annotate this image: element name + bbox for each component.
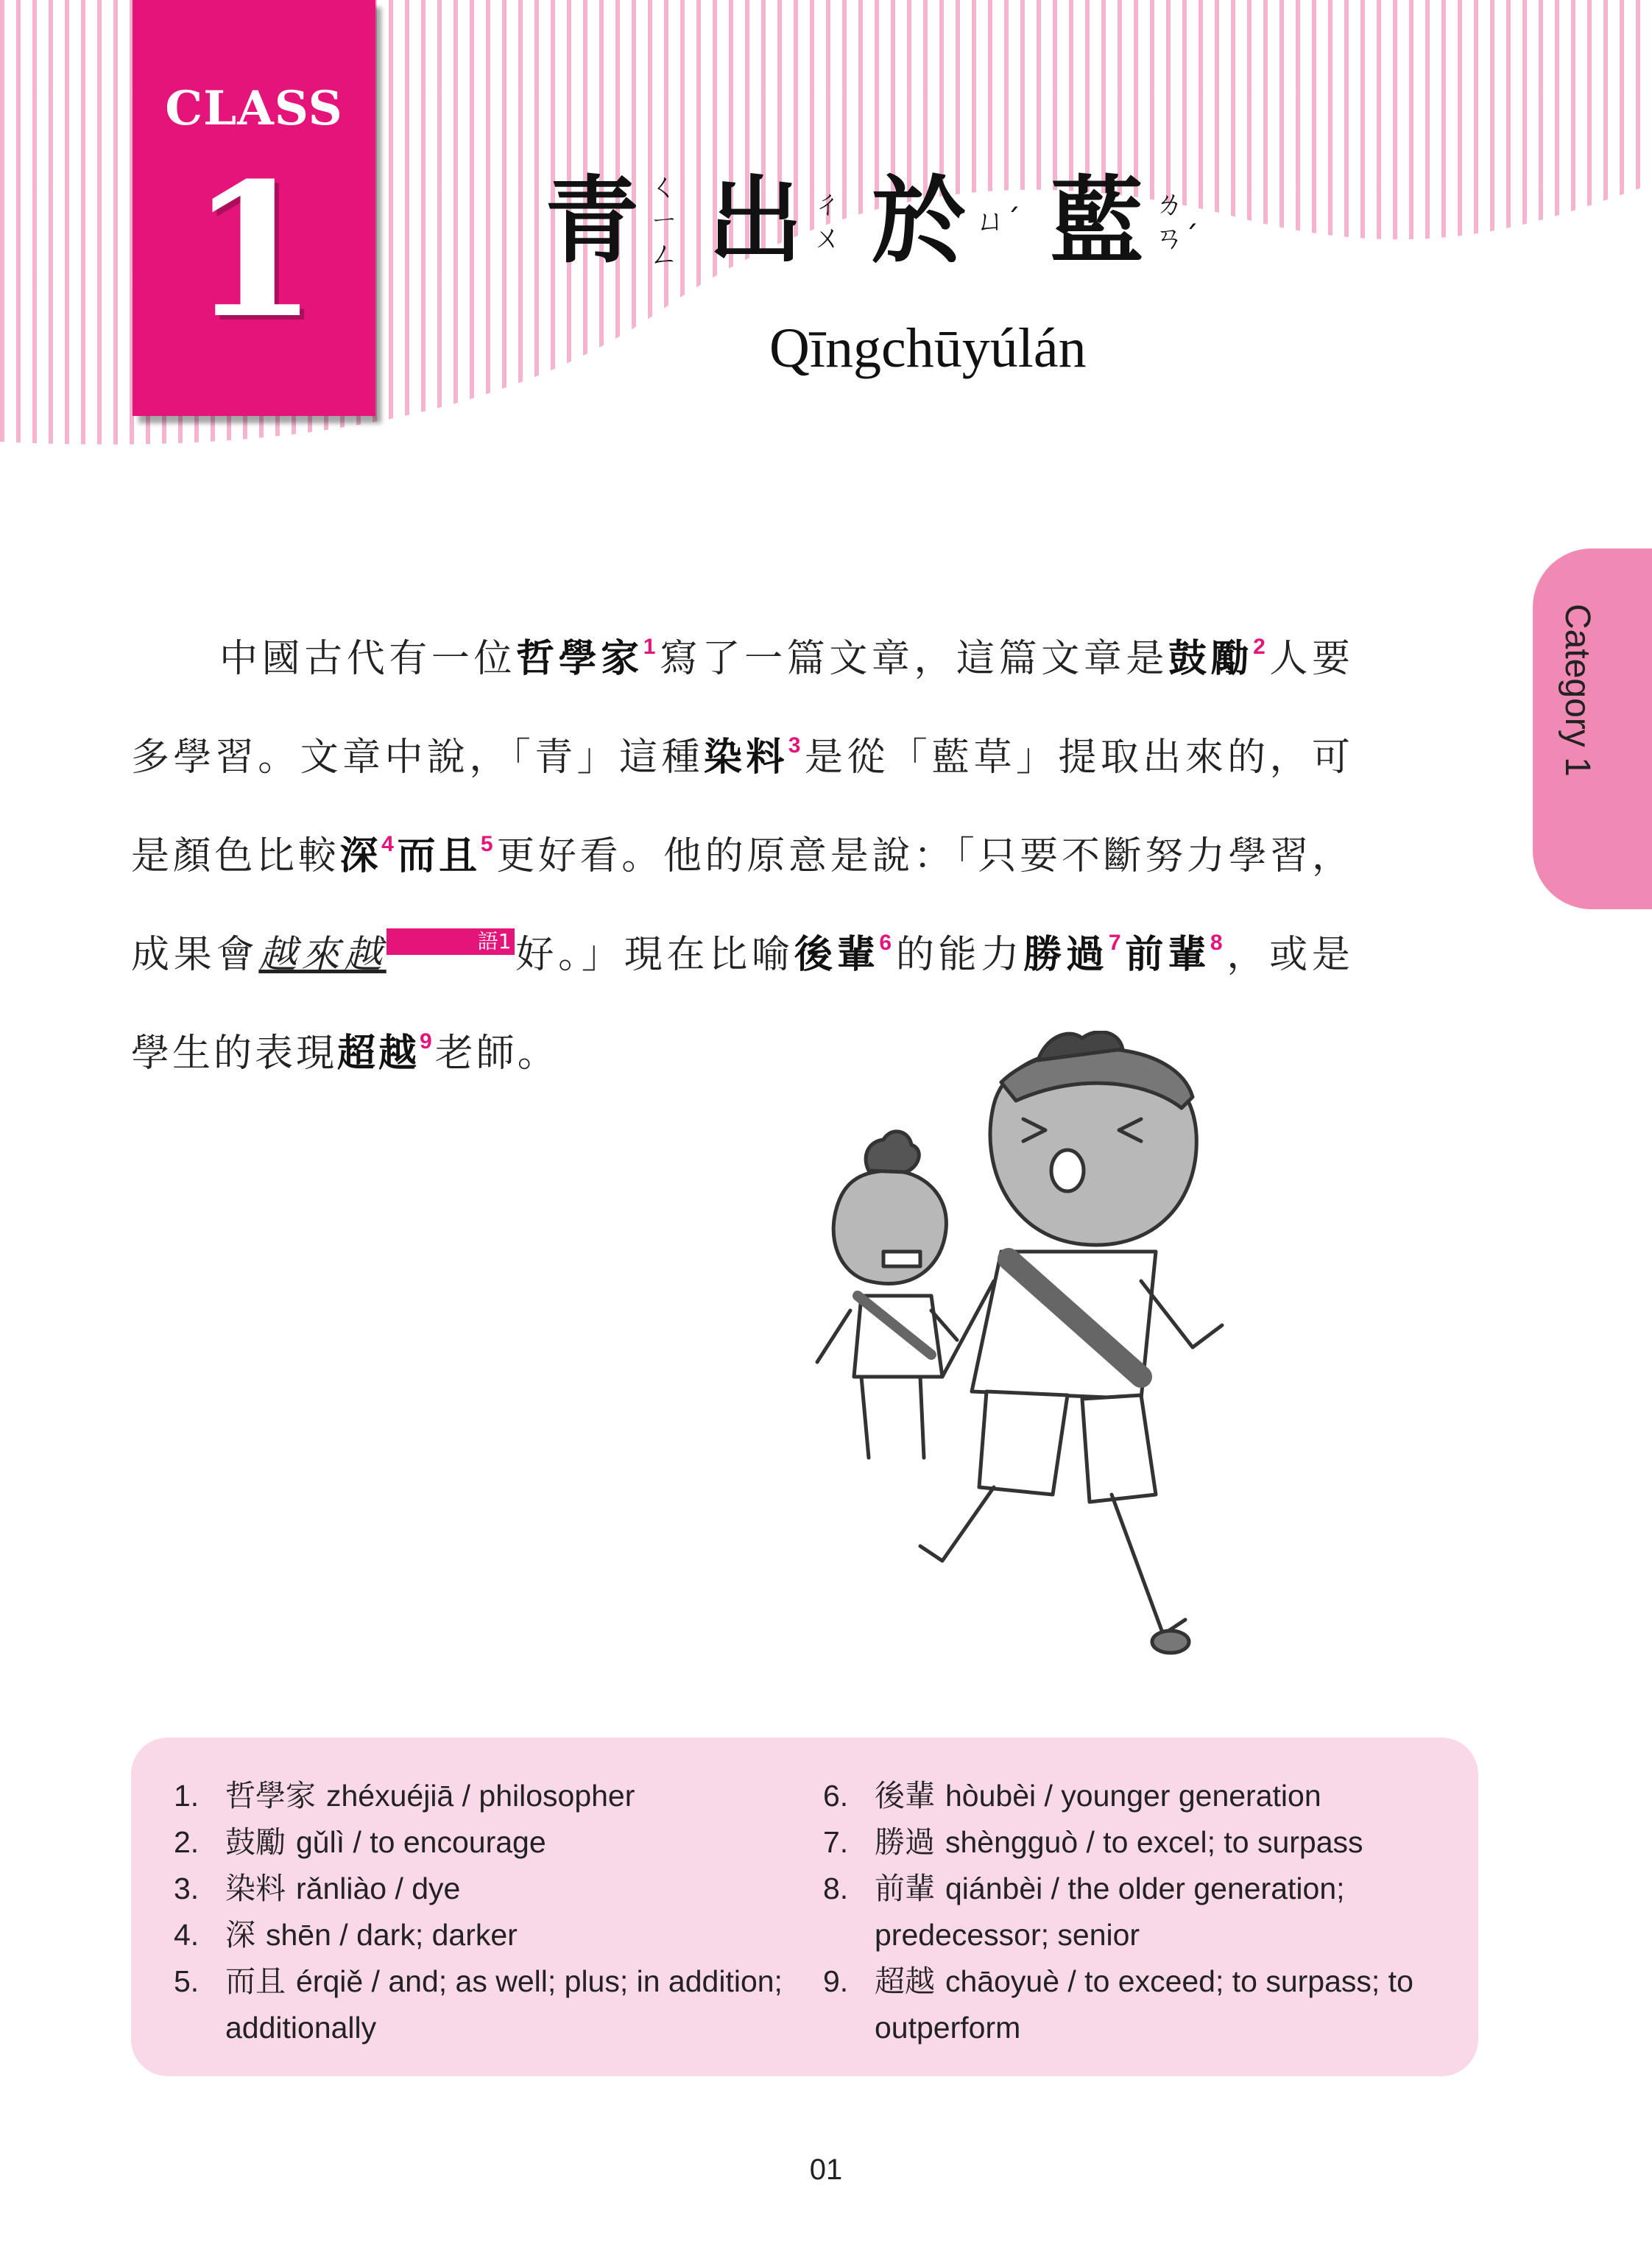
idiom-title [545, 147, 1228, 294]
zhuyin: ㄩ´ [976, 204, 1021, 238]
vocabulary-column-left [174, 1773, 807, 2051]
page-number: 01 [809, 2154, 843, 2186]
title-char: 藍 [1050, 166, 1145, 276]
vocab-item: 6. 後輩 hòubèi / younger generation [823, 1778, 1321, 1813]
vocab-item: 5. 而且 érqiě / and; as well; plus; in addition; additionally [174, 1964, 783, 2045]
vocab-item: 3. 染料 rǎnliào / dye [174, 1871, 461, 1906]
class-number: 1 [190, 142, 318, 359]
story-text [131, 604, 1353, 1097]
zhuyin: ㄑ ㄧ ㄥ [649, 170, 679, 272]
category-label: Category 1 [1558, 604, 1597, 777]
grammar-tag[interactable]: 語1 [386, 928, 515, 955]
vocab-item: 2. 鼓勵 gǔlì / to encourage [174, 1824, 546, 1860]
title-char: 出 [708, 166, 803, 276]
grammar-phrase: 越來越 [258, 933, 386, 977]
title-char: 於 [872, 166, 967, 276]
class-word: CLASS [165, 81, 343, 136]
vocabulary-column-right [823, 1773, 1456, 2051]
vocab-item: 9. 超越 chāoyuè / to exceed; to surpass; to outperform [823, 1964, 1413, 2045]
vocabulary-box [131, 1738, 1478, 2076]
story-paragraph: 中國古代有一位哲學家$^1$寫了一篇文章，這篇文章是鼓勵$^2$人要多學習。文章中說，「青」這種染料$^3$是從「藍草」提取出來的，可是顏色比較深$^4$而且$^5$更好看。他的原意是說：「只要不斷努力學習，成果會越來越 語1好。」現在比喻後輩$^6$的能力勝過$^7$前輩$^8$，或是學生的表現超越$^9$老師。 [131, 635, 1353, 1076]
zhuyin: ㄔ ㄨ [813, 187, 843, 255]
vocab-item: 7. 勝過 shèngguò / to excel; to surpass [823, 1824, 1363, 1860]
vocab-item: 4. 深 shēn / dark; darker [174, 1917, 518, 1953]
vocab-item: 8. 前輩 qiánbèi / the older generation; predecessor; senior [823, 1871, 1345, 1952]
idiom-pinyin: Qīngchūyúlán [769, 317, 1087, 379]
running-boys-illustration [773, 1031, 1436, 1730]
title-char: 青 [545, 166, 640, 276]
class-badge [133, 0, 375, 416]
zhuyin: ㄌ ㄢ´ [1154, 187, 1199, 255]
vocab-item: 1. 哲學家 zhéxuéjiā / philosopher [174, 1778, 635, 1813]
